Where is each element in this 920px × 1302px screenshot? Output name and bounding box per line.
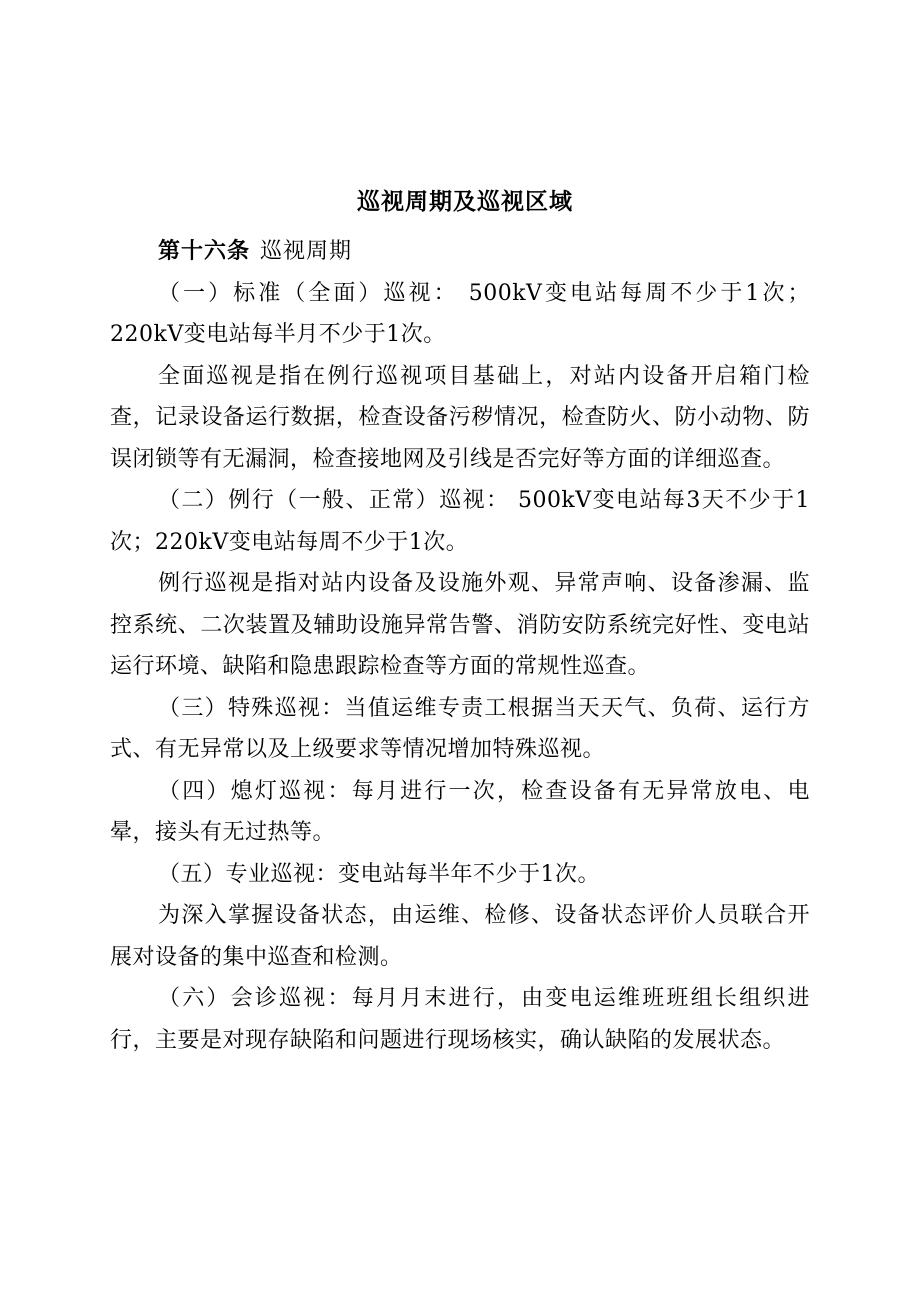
paragraph-routine-patrol: （二）例行（一般、正常）巡视： 500kV变电站每3天不少于1次；220kV变电站每周不少于1次。 <box>110 488 810 555</box>
paragraph-routine-patrol-definition: 例行巡视是指对站内设备及设施外观、异常声响、设备渗漏、监控系统、二次装置及辅助设施异常告警、消防安防系统完好性、变电站运行环境、缺陷和隐患跟踪检查等方面的常规性巡查。 <box>110 571 810 679</box>
paragraph-professional-patrol: （五）专业巡视：变电站每半年不少于1次。 <box>158 861 600 887</box>
paragraph-special-patrol: （三）特殊巡视：当值运维专责工根据当天天气、负荷、运行方式、有无异常以及上级要求等情况增加特殊巡视。 <box>110 695 810 762</box>
article-number: 第十六条 <box>158 239 251 264</box>
paragraph-standard-patrol: （一）标准（全面）巡视： 500kV变电站每周不少于1次；220kV变电站每半月不少于1次。 <box>110 280 810 347</box>
document-title: 巡视周期及巡视区域 <box>357 189 573 215</box>
paragraph-consultation-patrol: （六）会诊巡视：每月月末进行，由变电运维班班组长组织进行，主要是对现存缺陷和问题进行现场核实，确认缺陷的发展状态。 <box>110 986 810 1053</box>
paragraph-full-patrol-definition: 全面巡视是指在例行巡视项目基础上，对站内设备开启箱门检查，记录设备运行数据，检查设备污秽情况，检查防火、防小动物、防误闭锁等有无漏洞，检查接地网及引线是否完好等方面的详细巡查。 <box>110 363 810 472</box>
article-heading <box>110 231 810 273</box>
article-heading-text: 巡视周期 <box>260 239 353 264</box>
paragraph-professional-patrol-definition: 为深入掌握设备状态，由运维、检修、设备状态评价人员联合开展对设备的集中巡查和检测。 <box>110 903 810 970</box>
document-page <box>110 183 810 1061</box>
paragraph-lights-off-patrol: （四）熄灯巡视：每月进行一次，检查设备有无异常放电、电晕，接头有无过热等。 <box>110 778 810 845</box>
